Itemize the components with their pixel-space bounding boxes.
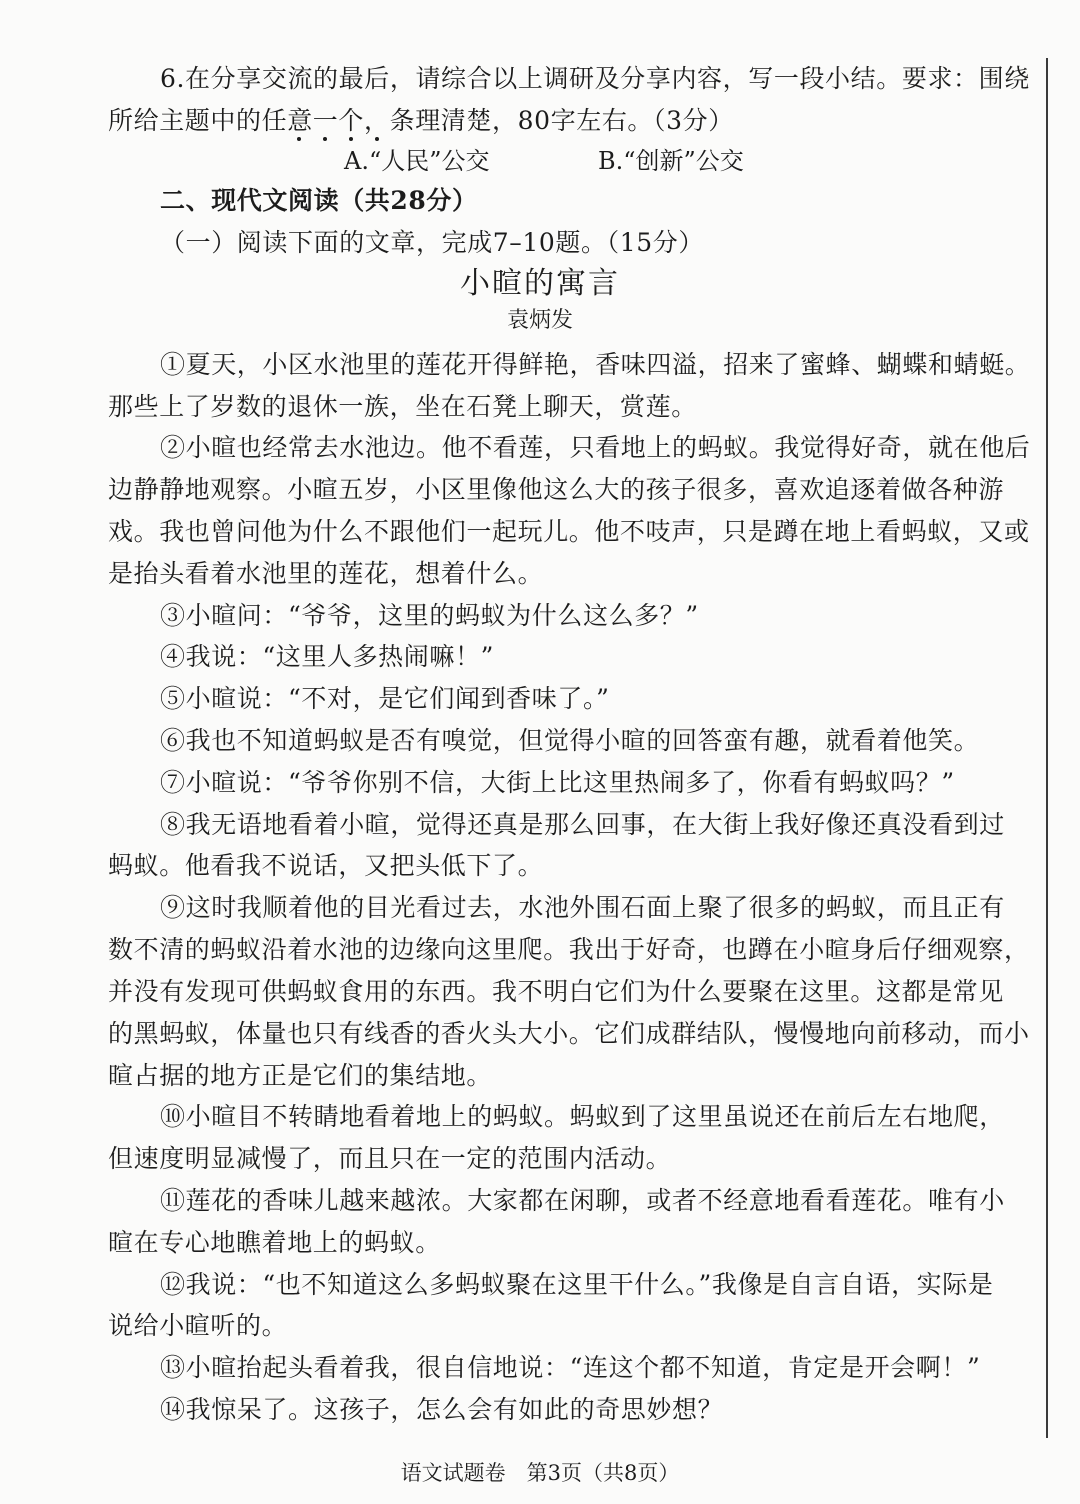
article-title: 小暄的寓言 bbox=[460, 266, 620, 301]
question-6-line-2: 所给主题中的任意一个，条理清楚，80字左右。（3分） bbox=[108, 106, 734, 135]
article-line: ③小暄问：“爷爷，这里的蚂蚁为什么这么多？” bbox=[160, 601, 699, 630]
article-line: ②小暄也经常去水池边。他不看莲，只看地上的蚂蚁。我觉得好奇，就在他后 bbox=[160, 433, 1031, 462]
article-line: ⑨这时我顺着他的目光看过去，水池外围石面上聚了很多的蚂蚁，而且正有 bbox=[160, 893, 1005, 922]
article-line: 边静静地观察。小暄五岁，小区里像他这么大的孩子很多，喜欢追逐着做各种游 bbox=[108, 475, 1005, 504]
page-footer: 语文试题卷 第3页（共8页） bbox=[400, 1461, 680, 1485]
question-6-line-1: 6.在分享交流的最后，请综合以上调研及分享内容，写一段小结。要求：围绕 bbox=[160, 64, 1030, 93]
article-line: ⑤小暄说：“不对，是它们闻到香味了。” bbox=[160, 684, 610, 713]
option-a: A.“人民”公交 bbox=[344, 147, 490, 175]
article-line: ⑬小暄抬起头看着我，很自信地说：“连这个都不知道，肯定是开会啊！” bbox=[160, 1353, 981, 1382]
article-line: ⑥我也不知道蚂蚁是否有嗅觉，但觉得小暄的回答蛮有趣，就看着他笑。 bbox=[160, 726, 980, 755]
article-line: ⑫我说：“也不知道这么多蚂蚁聚在这里干什么。”我像是自言自语，实际是 bbox=[160, 1270, 994, 1299]
article-line: ⑭我惊呆了。这孩子，怎么会有如此的奇思妙想？ bbox=[160, 1395, 724, 1424]
article-line: ④我说：“这里人多热闹嘛！” bbox=[160, 642, 494, 671]
article-line: ①夏天，小区水池里的莲花开得鲜艳，香味四溢，招来了蜜蜂、蝴蝶和蜻蜓。 bbox=[160, 350, 1031, 379]
option-b: B.“创新”公交 bbox=[598, 147, 744, 175]
article-author: 袁炳发 bbox=[506, 308, 573, 333]
article-line: ⑦小暄说：“爷爷你别不信，大街上比这里热闹多了，你看有蚂蚁吗？” bbox=[160, 768, 955, 797]
article-line: 蚂蚁。他看我不说话，又把头低下了。 bbox=[108, 851, 544, 880]
section-subheading: （一）阅读下面的文章，完成7–10题。（15分） bbox=[160, 228, 704, 257]
article-line: 说给小暄听的。 bbox=[108, 1311, 288, 1340]
article-line: 并没有发现可供蚂蚁食用的东西。我不明白它们为什么要聚在这里。这都是常见 bbox=[108, 977, 1005, 1006]
article-line: 数不清的蚂蚁沿着水池的边缘向这里爬。我出于好奇，也蹲在小暄身后仔细观察， bbox=[108, 935, 1030, 964]
article-line: ⑧我无语地看着小暄，觉得还真是那么回事，在大街上我好像还真没看到过 bbox=[160, 810, 1005, 839]
article-line: 暄在专心地瞧着地上的蚂蚁。 bbox=[108, 1228, 441, 1257]
article-line: 的黑蚂蚁，体量也只有线香的香火头大小。它们成群结队，慢慢地向前移动，而小 bbox=[108, 1019, 1030, 1048]
article-line: ⑪莲花的香味儿越来越浓。大家都在闲聊，或者不经意地看看莲花。唯有小 bbox=[160, 1186, 1005, 1215]
article-line: 戏。我也曾问他为什么不跟他们一起玩儿。他不吱声，只是蹲在地上看蚂蚁，又或 bbox=[108, 517, 1030, 546]
article-line: 暄占据的地方正是它们的集结地。 bbox=[108, 1061, 493, 1090]
section-heading: 二、现代文阅读（共28分） bbox=[160, 186, 478, 215]
article-line: ⑩小暄目不转睛地看着地上的蚂蚁。蚂蚁到了这里虽说还在前后左右地爬， bbox=[160, 1102, 1005, 1131]
article-line: 是抬头看着水池里的莲花，想着什么。 bbox=[108, 559, 544, 588]
article-line: 那些上了岁数的退休一族，坐在石凳上聊天，赏莲。 bbox=[108, 392, 697, 421]
article-line: 但速度明显减慢了，而且只在一定的范围内活动。 bbox=[108, 1144, 672, 1173]
